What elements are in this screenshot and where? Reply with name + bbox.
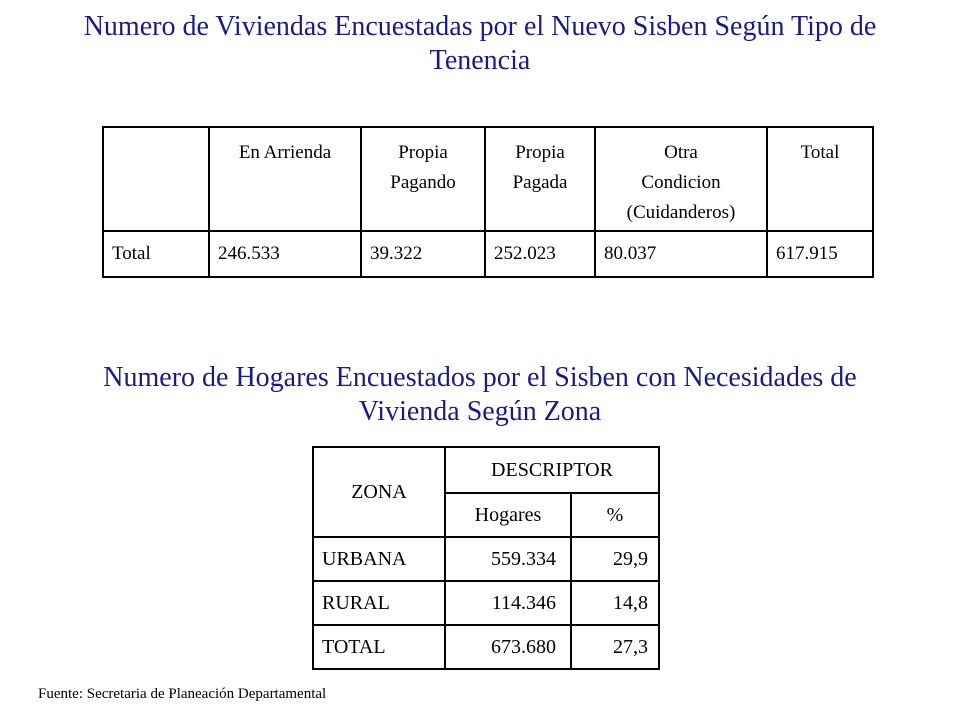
hogares-value: 673.680 <box>445 625 571 669</box>
zona-label: URBANA <box>313 537 445 581</box>
header-line: Total <box>800 142 840 163</box>
row-label: Total <box>103 231 209 277</box>
table-header-row <box>103 127 873 231</box>
header-hogares: Hogares <box>445 493 571 537</box>
header-line: Propia <box>398 142 448 163</box>
hogares-value: 114.346 <box>445 581 571 625</box>
header-en-arrienda <box>209 127 361 231</box>
table-row <box>313 625 659 669</box>
title-hogares <box>0 361 960 429</box>
header-line: En Arrienda <box>238 142 332 163</box>
percent-value: 29,9 <box>571 537 659 581</box>
title-viviendas <box>0 10 960 78</box>
hogares-zona-table <box>312 446 660 670</box>
table-row <box>313 581 659 625</box>
title-hogares-line1: Numero de Hogares Encuestados por el Sisben con Necesidades de <box>103 362 857 393</box>
zona-label: TOTAL <box>313 625 445 669</box>
header-line: Pagando <box>390 172 456 193</box>
value-propia-pagada: 252.023 <box>485 231 595 277</box>
title-viviendas-line1: Numero de Viviendas Encuestadas por el Nuevo Sisben Según Tipo de <box>83 11 877 42</box>
header-line: (Cuidanderos) <box>626 202 736 223</box>
title-hogares-line2: Vivienda Según Zona <box>358 396 602 427</box>
header-percent: % <box>571 493 659 537</box>
header-otra-condicion <box>595 127 767 231</box>
header-line: Propia <box>515 142 565 163</box>
value-total: 617.915 <box>767 231 873 277</box>
value-otra-condicion: 80.037 <box>595 231 767 277</box>
percent-value: 27,3 <box>571 625 659 669</box>
viviendas-tenencia-table <box>102 126 874 278</box>
zona-label: RURAL <box>313 581 445 625</box>
header-total <box>767 127 873 231</box>
header-zona: ZONA <box>313 447 445 537</box>
value-en-arrienda: 246.533 <box>209 231 361 277</box>
header-line: Pagada <box>512 172 568 193</box>
header-propia-pagada <box>485 127 595 231</box>
source-footnote: Fuente: Secretaria de Planeación Departamental <box>38 686 327 702</box>
header-line: Condicion <box>641 172 721 193</box>
table-header-row <box>313 447 659 493</box>
percent-value: 14,8 <box>571 581 659 625</box>
header-descriptor: DESCRIPTOR <box>445 447 659 493</box>
header-propia-pagando <box>361 127 485 231</box>
hogares-value: 559.334 <box>445 537 571 581</box>
table-row <box>313 537 659 581</box>
header-cell-empty <box>103 127 209 231</box>
header-line: Otra <box>664 142 698 163</box>
title-viviendas-line2: Tenencia <box>429 45 531 76</box>
value-propia-pagando: 39.322 <box>361 231 485 277</box>
table-row <box>103 231 873 277</box>
